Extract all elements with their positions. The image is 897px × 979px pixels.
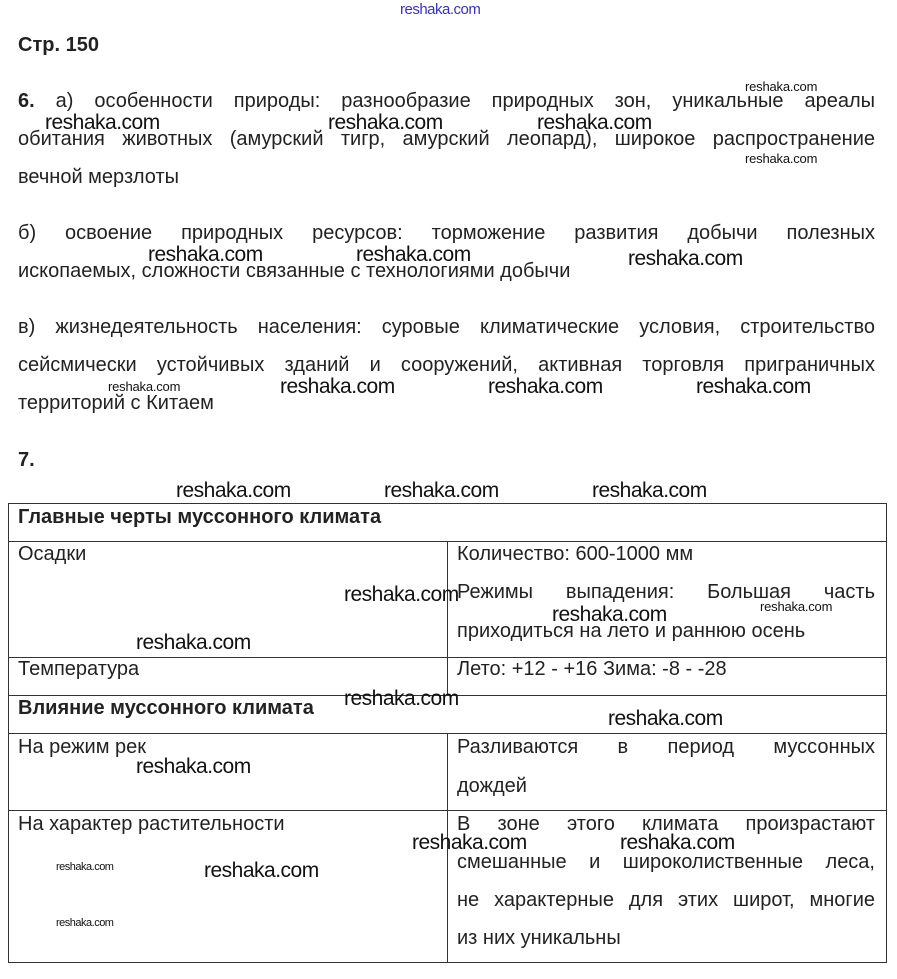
precip-value: Режимы выпадения: Большая часть xyxy=(457,581,875,603)
watermark: reshaka.com xyxy=(204,859,319,882)
precip-value: приходиться на лето и раннюю осень xyxy=(457,620,806,642)
q6-b-line: ископаемых, сложности связанные с технологиями добычи xyxy=(18,260,571,282)
watermark: reshaka.com xyxy=(628,247,743,270)
watermark: reshaka.com xyxy=(760,599,833,614)
watermark: reshaka.com xyxy=(280,375,395,398)
veg-label: На характер растительности xyxy=(18,813,285,835)
rivers-value: Разливаются в период муссонных xyxy=(457,736,875,758)
watermark: reshaka.com xyxy=(488,375,603,398)
precip-label: Осадки xyxy=(18,543,87,565)
watermark: reshaka.com xyxy=(412,831,527,854)
watermark: reshaka.com xyxy=(136,631,251,654)
watermark: reshaka.com xyxy=(745,79,818,94)
watermark: reshaka.com xyxy=(384,479,499,502)
watermark: reshaka.com xyxy=(537,111,652,134)
q6-a-line: 6. а) особенности природы: разнообразие природных зон, уникальные ареалы xyxy=(18,90,875,112)
watermark: reshaka.com xyxy=(344,583,459,606)
q6-b-line: б) освоение природных ресурсов: торможение развития добычи полезных xyxy=(18,222,875,244)
watermark: reshaka.com xyxy=(344,687,459,710)
watermark: reshaka.com xyxy=(56,861,114,873)
veg-value: смешанные и широколиственные леса, xyxy=(457,851,875,873)
watermark: reshaka.com xyxy=(620,831,735,854)
q6-a-line: обитания животных (амурский тигр, амурский леопард), широкое распространение xyxy=(18,128,875,150)
q6-a-line: вечной мерзлоты xyxy=(18,166,180,188)
temp-label: Температура xyxy=(18,658,140,680)
watermark: reshaka.com xyxy=(400,1,481,18)
watermark: reshaka.com xyxy=(328,111,443,134)
q7-number: 7. xyxy=(18,449,35,471)
q6-c-line: в) жизнедеятельность населения: суровые климатические условия, строительство xyxy=(18,316,875,338)
watermark: reshaka.com xyxy=(608,707,723,730)
watermark: reshaka.com xyxy=(108,379,181,394)
q6-c-line: сейсмически устойчивых зданий и сооружений, активная торговля приграничных xyxy=(18,354,875,376)
rivers-label: На режим рек xyxy=(18,736,146,758)
rivers-value: дождей xyxy=(457,775,527,797)
watermark: reshaka.com xyxy=(45,111,160,134)
section-heading: Влияние муссонного климата xyxy=(18,697,314,719)
watermark: reshaka.com xyxy=(148,243,263,266)
veg-value: из них уникальны xyxy=(457,927,621,949)
watermark: reshaka.com xyxy=(696,375,811,398)
watermark: reshaka.com xyxy=(136,755,251,778)
page-title: Стр. 150 xyxy=(18,34,99,56)
q6-c-line: территорий с Китаем xyxy=(18,392,214,414)
veg-value: не характерные для этих широт, многие xyxy=(457,889,875,911)
watermark: reshaka.com xyxy=(592,479,707,502)
section-heading: Главные черты муссонного климата xyxy=(18,506,382,528)
veg-value: В зоне этого климата произрастают xyxy=(457,813,875,835)
watermark: reshaka.com xyxy=(745,151,818,166)
watermark: reshaka.com xyxy=(552,603,667,626)
temp-value: Лето: +12 - +16 Зима: -8 - -28 xyxy=(457,658,727,680)
watermark: reshaka.com xyxy=(56,917,114,929)
watermark: reshaka.com xyxy=(356,243,471,266)
precip-value: Количество: 600-1000 мм xyxy=(457,543,694,565)
watermark: reshaka.com xyxy=(176,479,291,502)
